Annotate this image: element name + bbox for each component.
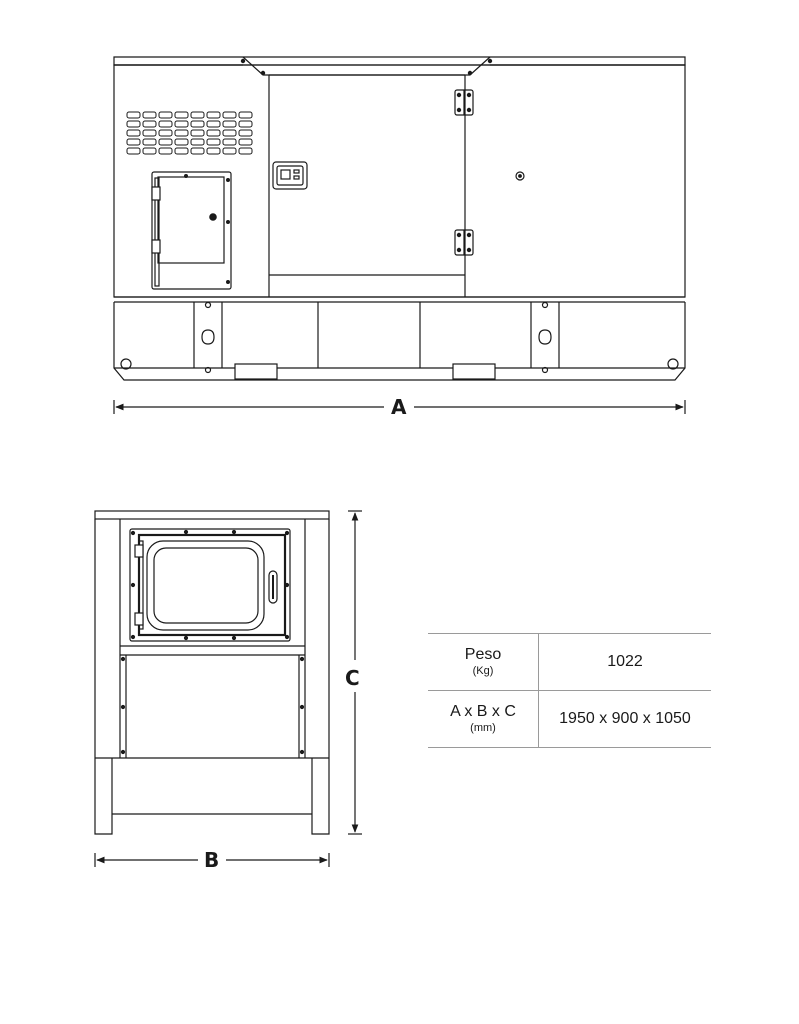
control-panel-icon <box>273 162 307 189</box>
dimension-label-c: C <box>340 664 365 692</box>
vent-louvers <box>127 112 252 154</box>
hinge-icon <box>455 230 473 255</box>
canopy-body <box>114 65 685 297</box>
roof-bevel <box>243 57 490 75</box>
base-frame <box>114 297 685 380</box>
roof-outline <box>114 57 685 65</box>
spec-key-cell <box>428 691 539 748</box>
side-view <box>95 511 362 867</box>
side-roof <box>95 511 329 519</box>
spec-value-cell <box>539 634 712 691</box>
table-row <box>428 691 711 748</box>
front-view <box>114 57 685 414</box>
spec-label: Peso <box>464 646 502 663</box>
dimension-label-b: B <box>198 850 225 870</box>
spec-unit: (Kg) <box>472 665 494 677</box>
spec-unit: (mm) <box>470 722 496 734</box>
hinge-icon <box>455 90 473 115</box>
table-row <box>428 634 711 691</box>
spec-value-cell <box>539 691 712 748</box>
access-door <box>152 172 231 289</box>
spec-key-cell <box>428 634 539 691</box>
spec-table <box>428 633 711 748</box>
door-lock-icon <box>210 214 216 220</box>
spec-label: A x B x C <box>450 703 516 720</box>
spec-value: 1950 x 900 x 1050 <box>559 710 691 727</box>
spec-value: 1022 <box>607 653 643 670</box>
dimension-label-a: A <box>385 397 412 417</box>
side-door <box>130 529 290 641</box>
